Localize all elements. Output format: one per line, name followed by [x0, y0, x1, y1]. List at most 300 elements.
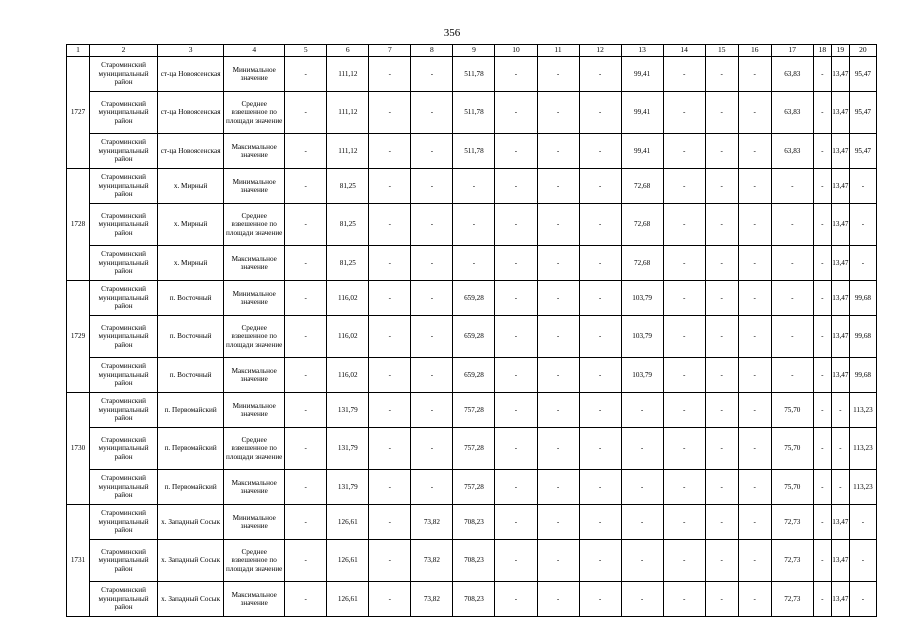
- value-cell: 708,23: [453, 540, 495, 582]
- column-header: 10: [495, 45, 537, 57]
- value-cell: -: [285, 428, 327, 470]
- header-row: [67, 45, 877, 57]
- value-cell: 73,82: [411, 505, 453, 540]
- value-cell: -: [621, 428, 663, 470]
- value-cell: -: [705, 204, 738, 246]
- value-cell: -: [495, 428, 537, 470]
- column-header: 3: [158, 45, 224, 57]
- district-cell: Староминский муниципальный район: [90, 428, 158, 470]
- value-cell: -: [771, 316, 813, 358]
- value-cell: 131,79: [327, 393, 369, 428]
- value-cell: 708,23: [453, 582, 495, 617]
- value-cell: -: [411, 470, 453, 505]
- value-cell: -: [495, 92, 537, 134]
- table-row: [67, 505, 877, 540]
- value-cell: -: [813, 57, 831, 92]
- value-cell: 13,47: [831, 582, 849, 617]
- value-cell: -: [369, 281, 411, 316]
- value-cell: -: [411, 428, 453, 470]
- value-cell: 99,68: [849, 281, 876, 316]
- value-cell: -: [738, 540, 771, 582]
- value-cell: -: [285, 204, 327, 246]
- district-cell: Староминский муниципальный район: [90, 281, 158, 316]
- column-header: 9: [453, 45, 495, 57]
- value-cell: -: [738, 57, 771, 92]
- value-cell: -: [663, 540, 705, 582]
- value-cell: 13,47: [831, 358, 849, 393]
- value-cell: -: [705, 92, 738, 134]
- value-cell: -: [579, 540, 621, 582]
- value-cell: -: [813, 281, 831, 316]
- value-cell: -: [411, 246, 453, 281]
- value-cell: -: [579, 281, 621, 316]
- locality-cell: п. Первомайский: [158, 428, 224, 470]
- locality-cell: х. Мирный: [158, 204, 224, 246]
- table-row: [67, 470, 877, 505]
- value-cell: -: [849, 204, 876, 246]
- indicator-cell: Максимальное значение: [224, 470, 285, 505]
- value-cell: -: [579, 134, 621, 169]
- value-cell: 111,12: [327, 92, 369, 134]
- locality-cell: х. Западный Сосык: [158, 540, 224, 582]
- value-cell: -: [537, 204, 579, 246]
- value-cell: 95,47: [849, 134, 876, 169]
- value-cell: 13,47: [831, 246, 849, 281]
- value-cell: 72,73: [771, 582, 813, 617]
- value-cell: -: [285, 582, 327, 617]
- indicator-cell: Среднее взвешенное по площади значение: [224, 540, 285, 582]
- value-cell: -: [663, 582, 705, 617]
- value-cell: -: [579, 393, 621, 428]
- value-cell: -: [537, 505, 579, 540]
- column-header: 18: [813, 45, 831, 57]
- value-cell: -: [537, 281, 579, 316]
- column-header: 4: [224, 45, 285, 57]
- value-cell: 95,47: [849, 57, 876, 92]
- value-cell: 111,12: [327, 57, 369, 92]
- value-cell: -: [411, 92, 453, 134]
- value-cell: -: [705, 470, 738, 505]
- value-cell: -: [663, 428, 705, 470]
- value-cell: 131,79: [327, 470, 369, 505]
- value-cell: -: [705, 582, 738, 617]
- value-cell: -: [849, 505, 876, 540]
- district-cell: Староминский муниципальный район: [90, 470, 158, 505]
- value-cell: -: [369, 92, 411, 134]
- locality-cell: ст-ца Новоясенская: [158, 57, 224, 92]
- value-cell: -: [285, 57, 327, 92]
- value-cell: -: [495, 134, 537, 169]
- value-cell: -: [738, 316, 771, 358]
- value-cell: -: [579, 246, 621, 281]
- value-cell: -: [738, 281, 771, 316]
- locality-cell: п. Первомайский: [158, 393, 224, 428]
- column-header: 13: [621, 45, 663, 57]
- value-cell: -: [771, 204, 813, 246]
- value-cell: -: [495, 204, 537, 246]
- district-cell: Староминский муниципальный район: [90, 57, 158, 92]
- indicator-cell: Минимальное значение: [224, 393, 285, 428]
- value-cell: -: [579, 92, 621, 134]
- value-cell: -: [771, 169, 813, 204]
- value-cell: 103,79: [621, 358, 663, 393]
- value-cell: -: [663, 134, 705, 169]
- value-cell: -: [453, 169, 495, 204]
- value-cell: -: [411, 57, 453, 92]
- value-cell: -: [537, 582, 579, 617]
- value-cell: -: [738, 393, 771, 428]
- value-cell: -: [663, 358, 705, 393]
- value-cell: 116,02: [327, 316, 369, 358]
- value-cell: -: [621, 582, 663, 617]
- column-header: 7: [369, 45, 411, 57]
- value-cell: -: [537, 246, 579, 281]
- value-cell: -: [369, 169, 411, 204]
- value-cell: -: [738, 204, 771, 246]
- value-cell: -: [369, 358, 411, 393]
- locality-cell: х. Мирный: [158, 169, 224, 204]
- value-cell: 511,78: [453, 92, 495, 134]
- value-cell: -: [579, 505, 621, 540]
- value-cell: 72,73: [771, 540, 813, 582]
- table-row: [67, 57, 877, 92]
- value-cell: -: [537, 92, 579, 134]
- value-cell: -: [495, 505, 537, 540]
- value-cell: -: [663, 393, 705, 428]
- value-cell: 103,79: [621, 281, 663, 316]
- indicator-cell: Максимальное значение: [224, 246, 285, 281]
- value-cell: -: [663, 169, 705, 204]
- value-cell: -: [663, 505, 705, 540]
- district-cell: Староминский муниципальный район: [90, 358, 158, 393]
- value-cell: 126,61: [327, 582, 369, 617]
- value-cell: 72,73: [771, 505, 813, 540]
- value-cell: -: [831, 393, 849, 428]
- value-cell: -: [813, 204, 831, 246]
- value-cell: 99,41: [621, 57, 663, 92]
- value-cell: -: [369, 57, 411, 92]
- value-cell: -: [813, 470, 831, 505]
- locality-cell: ст-ца Новоясенская: [158, 92, 224, 134]
- value-cell: 659,28: [453, 281, 495, 316]
- value-cell: -: [495, 316, 537, 358]
- district-cell: Староминский муниципальный район: [90, 505, 158, 540]
- value-cell: -: [537, 57, 579, 92]
- value-cell: 75,70: [771, 393, 813, 428]
- indicator-cell: Среднее взвешенное по площади значение: [224, 316, 285, 358]
- value-cell: -: [663, 316, 705, 358]
- value-cell: -: [285, 169, 327, 204]
- value-cell: -: [579, 358, 621, 393]
- value-cell: 63,83: [771, 92, 813, 134]
- value-cell: 13,47: [831, 316, 849, 358]
- table-row: [67, 316, 877, 358]
- value-cell: -: [495, 358, 537, 393]
- value-cell: -: [663, 92, 705, 134]
- value-cell: -: [705, 540, 738, 582]
- value-cell: -: [705, 316, 738, 358]
- column-header: 5: [285, 45, 327, 57]
- value-cell: -: [369, 134, 411, 169]
- value-cell: -: [579, 428, 621, 470]
- value-cell: -: [285, 505, 327, 540]
- data-table: [66, 44, 877, 617]
- indicator-cell: Минимальное значение: [224, 169, 285, 204]
- value-cell: 111,12: [327, 134, 369, 169]
- value-cell: -: [369, 428, 411, 470]
- district-cell: Староминский муниципальный район: [90, 246, 158, 281]
- value-cell: 116,02: [327, 281, 369, 316]
- indicator-cell: Среднее взвешенное по площади значение: [224, 204, 285, 246]
- value-cell: 757,28: [453, 428, 495, 470]
- value-cell: 13,47: [831, 204, 849, 246]
- locality-cell: х. Западный Сосык: [158, 582, 224, 617]
- district-cell: Староминский муниципальный район: [90, 204, 158, 246]
- value-cell: 72,68: [621, 169, 663, 204]
- value-cell: -: [621, 505, 663, 540]
- value-cell: -: [285, 540, 327, 582]
- value-cell: -: [705, 134, 738, 169]
- value-cell: -: [813, 428, 831, 470]
- value-cell: -: [495, 57, 537, 92]
- value-cell: 81,25: [327, 204, 369, 246]
- value-cell: -: [285, 281, 327, 316]
- value-cell: 113,23: [849, 428, 876, 470]
- district-cell: Староминский муниципальный район: [90, 393, 158, 428]
- value-cell: -: [285, 470, 327, 505]
- column-header: 17: [771, 45, 813, 57]
- district-cell: Староминский муниципальный район: [90, 316, 158, 358]
- value-cell: -: [411, 281, 453, 316]
- value-cell: 13,47: [831, 281, 849, 316]
- value-cell: -: [663, 57, 705, 92]
- value-cell: 72,68: [621, 204, 663, 246]
- value-cell: 73,82: [411, 582, 453, 617]
- value-cell: -: [285, 358, 327, 393]
- value-cell: 75,70: [771, 470, 813, 505]
- value-cell: 99,68: [849, 358, 876, 393]
- value-cell: 13,47: [831, 169, 849, 204]
- table-row: [67, 134, 877, 169]
- table-row: [67, 428, 877, 470]
- value-cell: -: [369, 505, 411, 540]
- value-cell: -: [813, 393, 831, 428]
- value-cell: 63,83: [771, 134, 813, 169]
- value-cell: -: [285, 316, 327, 358]
- district-cell: Староминский муниципальный район: [90, 540, 158, 582]
- value-cell: 99,41: [621, 92, 663, 134]
- value-cell: -: [537, 358, 579, 393]
- value-cell: 659,28: [453, 316, 495, 358]
- value-cell: -: [738, 470, 771, 505]
- value-cell: -: [813, 134, 831, 169]
- value-cell: -: [738, 169, 771, 204]
- value-cell: 511,78: [453, 134, 495, 169]
- value-cell: -: [849, 582, 876, 617]
- value-cell: 95,47: [849, 92, 876, 134]
- value-cell: -: [771, 246, 813, 281]
- value-cell: -: [831, 470, 849, 505]
- column-header: 1: [67, 45, 90, 57]
- value-cell: -: [813, 169, 831, 204]
- value-cell: -: [621, 393, 663, 428]
- value-cell: -: [411, 358, 453, 393]
- locality-cell: п. Восточный: [158, 316, 224, 358]
- locality-cell: п. Восточный: [158, 358, 224, 393]
- value-cell: -: [771, 358, 813, 393]
- row-number-cell: 1728: [67, 169, 90, 281]
- value-cell: -: [369, 316, 411, 358]
- value-cell: 131,79: [327, 428, 369, 470]
- value-cell: -: [411, 204, 453, 246]
- value-cell: 116,02: [327, 358, 369, 393]
- value-cell: 13,47: [831, 57, 849, 92]
- value-cell: -: [369, 582, 411, 617]
- row-number-cell: 1730: [67, 393, 90, 505]
- indicator-cell: Среднее взвешенное по площади значение: [224, 428, 285, 470]
- value-cell: 13,47: [831, 540, 849, 582]
- value-cell: 113,23: [849, 470, 876, 505]
- column-header: 16: [738, 45, 771, 57]
- value-cell: -: [453, 246, 495, 281]
- row-number-cell: 1727: [67, 57, 90, 169]
- value-cell: -: [495, 582, 537, 617]
- value-cell: -: [738, 428, 771, 470]
- indicator-cell: Среднее взвешенное по площади значение: [224, 92, 285, 134]
- value-cell: 708,23: [453, 505, 495, 540]
- column-header: 2: [90, 45, 158, 57]
- value-cell: -: [663, 246, 705, 281]
- value-cell: 73,82: [411, 540, 453, 582]
- value-cell: -: [537, 428, 579, 470]
- value-cell: -: [369, 470, 411, 505]
- table-row: [67, 393, 877, 428]
- value-cell: -: [738, 246, 771, 281]
- value-cell: -: [705, 246, 738, 281]
- value-cell: 659,28: [453, 358, 495, 393]
- value-cell: -: [537, 470, 579, 505]
- locality-cell: п. Восточный: [158, 281, 224, 316]
- column-header: 19: [831, 45, 849, 57]
- value-cell: -: [537, 134, 579, 169]
- value-cell: -: [705, 393, 738, 428]
- value-cell: -: [537, 540, 579, 582]
- value-cell: -: [705, 505, 738, 540]
- row-number-cell: 1731: [67, 505, 90, 617]
- table-row: [67, 281, 877, 316]
- table-row: [67, 540, 877, 582]
- value-cell: 13,47: [831, 134, 849, 169]
- value-cell: -: [495, 540, 537, 582]
- value-cell: -: [579, 316, 621, 358]
- value-cell: 757,28: [453, 470, 495, 505]
- district-cell: Староминский муниципальный район: [90, 169, 158, 204]
- value-cell: 81,25: [327, 246, 369, 281]
- value-cell: -: [537, 316, 579, 358]
- column-header: 15: [705, 45, 738, 57]
- value-cell: 126,61: [327, 505, 369, 540]
- value-cell: 113,23: [849, 393, 876, 428]
- value-cell: -: [621, 470, 663, 505]
- column-header: 14: [663, 45, 705, 57]
- value-cell: -: [285, 134, 327, 169]
- value-cell: -: [537, 169, 579, 204]
- value-cell: 13,47: [831, 505, 849, 540]
- district-cell: Староминский муниципальный район: [90, 582, 158, 617]
- column-header: 11: [537, 45, 579, 57]
- value-cell: 81,25: [327, 169, 369, 204]
- indicator-cell: Максимальное значение: [224, 582, 285, 617]
- value-cell: 72,68: [621, 246, 663, 281]
- district-cell: Староминский муниципальный район: [90, 92, 158, 134]
- table-row: [67, 358, 877, 393]
- table-row: [67, 204, 877, 246]
- page-number: 356: [443, 27, 461, 39]
- value-cell: 103,79: [621, 316, 663, 358]
- column-header: 20: [849, 45, 876, 57]
- value-cell: -: [738, 505, 771, 540]
- value-cell: -: [369, 204, 411, 246]
- value-cell: 63,83: [771, 57, 813, 92]
- value-cell: -: [495, 470, 537, 505]
- locality-cell: ст-ца Новоясенская: [158, 134, 224, 169]
- value-cell: -: [369, 540, 411, 582]
- value-cell: -: [495, 281, 537, 316]
- column-header: 8: [411, 45, 453, 57]
- indicator-cell: Минимальное значение: [224, 57, 285, 92]
- value-cell: -: [849, 246, 876, 281]
- value-cell: -: [579, 204, 621, 246]
- value-cell: -: [579, 470, 621, 505]
- value-cell: 13,47: [831, 92, 849, 134]
- value-cell: -: [771, 281, 813, 316]
- value-cell: -: [813, 540, 831, 582]
- locality-cell: х. Мирный: [158, 246, 224, 281]
- value-cell: -: [849, 540, 876, 582]
- value-cell: -: [813, 358, 831, 393]
- value-cell: -: [285, 393, 327, 428]
- value-cell: -: [831, 428, 849, 470]
- value-cell: 511,78: [453, 57, 495, 92]
- value-cell: -: [663, 204, 705, 246]
- value-cell: -: [579, 169, 621, 204]
- indicator-cell: Минимальное значение: [224, 281, 285, 316]
- locality-cell: п. Первомайский: [158, 470, 224, 505]
- value-cell: 757,28: [453, 393, 495, 428]
- value-cell: -: [705, 169, 738, 204]
- value-cell: -: [411, 393, 453, 428]
- row-number-cell: 1729: [67, 281, 90, 393]
- value-cell: -: [813, 92, 831, 134]
- value-cell: -: [495, 393, 537, 428]
- value-cell: -: [813, 505, 831, 540]
- value-cell: -: [738, 92, 771, 134]
- value-cell: -: [849, 169, 876, 204]
- value-cell: -: [738, 358, 771, 393]
- value-cell: -: [537, 393, 579, 428]
- value-cell: -: [495, 246, 537, 281]
- value-cell: -: [738, 134, 771, 169]
- value-cell: -: [369, 246, 411, 281]
- value-cell: -: [621, 540, 663, 582]
- value-cell: -: [705, 358, 738, 393]
- value-cell: -: [579, 582, 621, 617]
- table-row: [67, 169, 877, 204]
- value-cell: -: [285, 92, 327, 134]
- indicator-cell: Максимальное значение: [224, 358, 285, 393]
- table-row: [67, 582, 877, 617]
- value-cell: -: [411, 169, 453, 204]
